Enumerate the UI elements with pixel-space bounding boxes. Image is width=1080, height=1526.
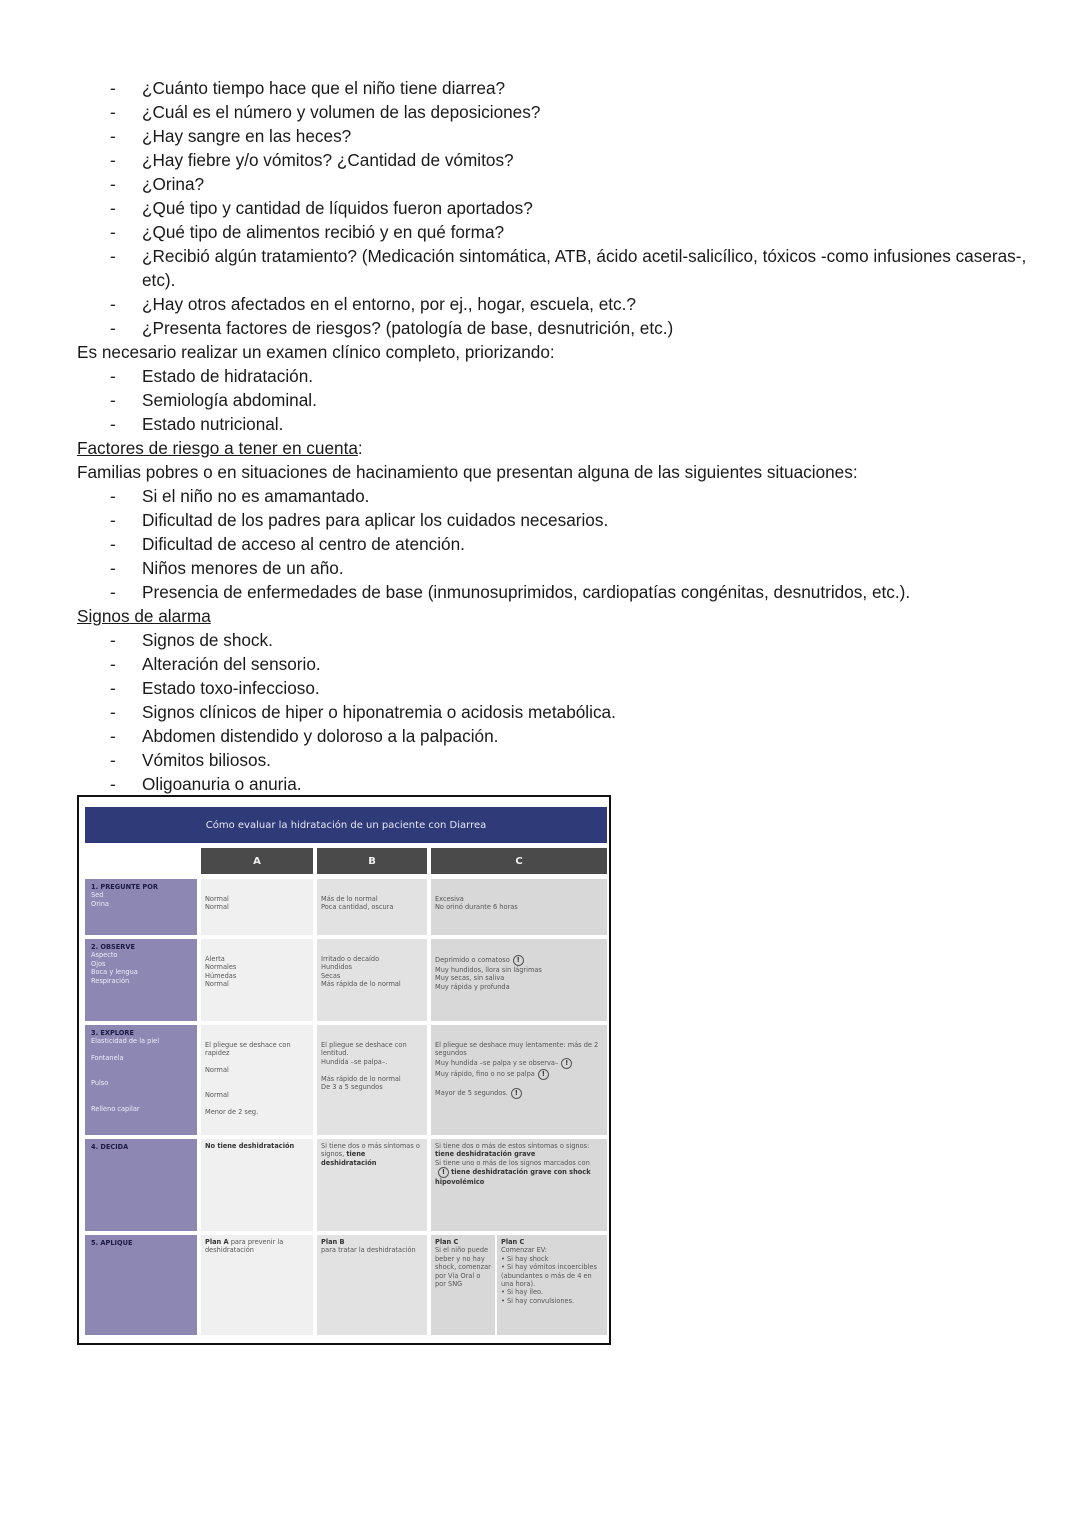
section-label-ask (85, 879, 197, 935)
list-item: - ¿Qué tipo de alimentos recibió y en qué forma? (77, 220, 1037, 244)
cell-text: tiene deshidratación (321, 1150, 377, 1167)
row-label: Ojos (91, 959, 106, 968)
list-item: - ¿Hay fiebre y/o vómitos? ¿Cantidad de vómitos? (77, 148, 1037, 172)
cell-ask-c (431, 879, 607, 935)
cell-text: Plan C (501, 1238, 525, 1246)
cell-explore-b (317, 1025, 427, 1135)
list-item: - Signos de shock. (77, 628, 1037, 652)
cell-text: tiene deshidratación grave (435, 1150, 536, 1159)
list-item: - ¿Orina? (77, 172, 1037, 196)
row-label: Boca y lengua (91, 968, 138, 977)
cell-observe-c (431, 939, 607, 1021)
cell-text: Alerta (205, 955, 225, 963)
cell-decide-a (201, 1139, 313, 1231)
risk-heading-line (77, 436, 1037, 460)
cell-text: Si el niño puede beber y no hay shock, comenzar por Vía Oral o por SNG (435, 1246, 491, 1289)
list-item: - Presencia de enfermedades de base (inmunosuprimidos, cardiopatías congénitas, desnutridos, etc.). (77, 580, 1037, 604)
list-item: - Alteración del sensorio. (77, 652, 1037, 676)
cell-text: Plan B (321, 1238, 345, 1246)
cell-text: • Si hay shock (501, 1254, 549, 1263)
list-item: - Estado nutricional. (77, 412, 1037, 436)
section-label-decide (85, 1139, 197, 1231)
cell-text: Plan C (435, 1238, 459, 1246)
cell-text: tiene deshidratación grave con shock hipovolémico (435, 1168, 591, 1187)
cell-text: Mayor de 5 segundos. (435, 1089, 508, 1098)
alarm-heading-line (77, 604, 1037, 628)
list-item: - Niños menores de un año. (77, 556, 1037, 580)
cell-observe-b (317, 939, 427, 1021)
alarm-heading: Signos de alarma (77, 606, 211, 626)
cell-ask-b (317, 879, 427, 935)
cell-text: No tiene deshidratación (205, 1142, 295, 1150)
cell-text: Excesiva (435, 895, 464, 903)
row-label: Respiración (91, 976, 130, 985)
cell-text: Normal (205, 1091, 229, 1100)
cell-text: Normales (205, 963, 237, 972)
list-item: - Signos clínicos de hiper o hiponatremia o acidosis metabólica. (77, 700, 1037, 724)
cell-text: • Si hay convulsiones. (501, 1296, 575, 1305)
list-item: - Si el niño no es amamantado. (77, 484, 1037, 508)
list-item: - Dificultad de los padres para aplicar los cuidados necesarios. (77, 508, 1037, 532)
list-item: - Estado toxo-infeccioso. (77, 676, 1037, 700)
row-label: Orina (91, 899, 109, 908)
cell-ask-a (201, 879, 313, 935)
section-title: 5. APLIQUE (91, 1239, 133, 1247)
cell-text: Hundida –se palpa–. (321, 1057, 388, 1066)
cell-text: para prevenir la deshidratación (205, 1238, 284, 1255)
risk-heading: Factores de riesgo a tener en cuenta (77, 438, 358, 458)
cell-text: Normal (205, 895, 229, 903)
risk-heading-colon: : (357, 438, 363, 458)
cell-text: Más de lo normal (321, 895, 378, 903)
section-title: 2. OBSERVE (91, 943, 135, 951)
alarm-list (77, 628, 1037, 796)
list-item: - Oligoanuria o anuria. (77, 772, 1037, 796)
column-header-b: B (317, 848, 427, 874)
warning-icon: ! (438, 1167, 449, 1178)
section-label-explore (85, 1025, 197, 1135)
cell-apply-c1 (431, 1235, 495, 1335)
cell-apply-c2 (497, 1235, 607, 1335)
hydration-table-figure (77, 795, 611, 1345)
cell-observe-a (201, 939, 313, 1021)
cell-text: • Si hay íleo. (501, 1288, 544, 1297)
warning-icon: ! (511, 1088, 522, 1099)
cell-text: No orinó durante 6 horas (435, 903, 518, 912)
list-item: - ¿Presenta factores de riesgos? (patología de base, desnutrición, etc.) (77, 316, 1037, 340)
list-item: - Estado de hidratación. (77, 364, 1037, 388)
cell-text: Muy hundidos, llora sin lágrimas (435, 966, 542, 974)
cell-text: Si tiene uno o más de los signos marcados con (435, 1158, 590, 1167)
question-list (77, 76, 1037, 340)
risk-list (77, 484, 1037, 604)
cell-text: El pliegue se deshace con rapidez (205, 1041, 291, 1058)
cell-decide-b (317, 1139, 427, 1231)
row-label: Aspecto (91, 951, 118, 960)
row-label: Fontanela (91, 1054, 124, 1063)
list-item: - ¿Hay sangre en las heces? (77, 124, 1037, 148)
list-item: - ¿Hay otros afectados en el entorno, por ej., hogar, escuela, etc.? (77, 292, 1037, 316)
table-title: Cómo evaluar la hidratación de un paciente con Diarrea (85, 807, 607, 843)
cell-text: Muy rápida y profunda (435, 982, 510, 991)
list-item: - Vómitos biliosos. (77, 748, 1037, 772)
cell-apply-b (317, 1235, 427, 1335)
warning-icon: ! (513, 955, 524, 966)
section-label-apply (85, 1235, 197, 1335)
column-header-a: A (201, 848, 313, 874)
warning-icon: ! (561, 1058, 572, 1069)
row-label: Sed (91, 891, 104, 900)
list-item: - ¿Qué tipo y cantidad de líquidos fueron aportados? (77, 196, 1037, 220)
list-item: - ¿Recibió algún tratamiento? (Medicación sintomática, ATB, ácido acetil-salicílico, tóxicos -como infusiones caseras-, etc). (77, 244, 1037, 292)
cell-text: El pliegue se deshace muy lentamente: más de 2 segundos (435, 1041, 599, 1058)
list-item: - ¿Cuánto tiempo hace que el niño tiene diarrea? (77, 76, 1037, 100)
cell-text: Menor de 2 seg. (205, 1108, 259, 1117)
list-item: - Semiología abdominal. (77, 388, 1037, 412)
section-title: 1. PREGUNTE POR (91, 883, 158, 891)
cell-explore-c (431, 1025, 607, 1135)
exam-intro: Es necesario realizar un examen clínico completo, priorizando: (77, 342, 555, 362)
cell-text: El pliegue se deshace con lentitud. (321, 1041, 407, 1058)
document-body (77, 76, 1037, 796)
cell-text: Si tiene dos o más de estos síntomas o signos: (435, 1142, 590, 1150)
cell-text: • Si hay vómitos incoercibles (abundantes o más de 4 en una hora). (501, 1263, 597, 1289)
list-item: - Dificultad de acceso al centro de atención. (77, 532, 1037, 556)
cell-text: Húmedas (205, 971, 237, 980)
hydration-table (85, 805, 607, 1335)
cell-text: Más rápido de lo normal (321, 1074, 401, 1083)
cell-text: para tratar la deshidratación (321, 1246, 416, 1255)
cell-text: Normal (205, 1066, 229, 1075)
cell-text: Deprimido o comatoso (435, 956, 510, 964)
cell-explore-a (201, 1025, 313, 1135)
exam-list (77, 364, 1037, 436)
risk-intro: Familias pobres o en situaciones de hacinamiento que presentan alguna de las siguientes situaciones: (77, 462, 858, 482)
cell-text: Irritado o decaído (321, 955, 380, 963)
cell-text: Muy rápido, fino o no se palpa (435, 1069, 535, 1078)
row-label: Elasticidad de la piel (91, 1037, 160, 1046)
cell-text: Poca cantidad, oscura (321, 903, 394, 912)
list-item: - Abdomen distendido y doloroso a la palpación. (77, 724, 1037, 748)
section-title: 4. DECIDA (91, 1143, 129, 1151)
section-title: 3. EXPLORE (91, 1029, 134, 1037)
cell-text: Normal (205, 980, 229, 989)
cell-apply-a (201, 1235, 313, 1335)
cell-text: Comenzar EV: (501, 1246, 547, 1255)
cell-text: Hundidos (321, 963, 352, 972)
cell-text: Muy secas, sin saliva (435, 974, 505, 983)
cell-text: Normal (205, 903, 229, 912)
cell-text: Plan A (205, 1238, 229, 1246)
cell-text: Más rápida de lo normal (321, 980, 401, 989)
cell-text: Si tiene dos o más síntomas o signos, (321, 1142, 420, 1159)
cell-text: Secas (321, 971, 341, 980)
row-label: Pulso (91, 1079, 109, 1088)
cell-decide-c (431, 1139, 607, 1231)
list-item: - ¿Cuál es el número y volumen de las deposiciones? (77, 100, 1037, 124)
row-label: Relleno capilar (91, 1104, 140, 1113)
column-header-c: C (431, 848, 607, 874)
warning-icon: ! (538, 1069, 549, 1080)
section-label-observe (85, 939, 197, 1021)
cell-text: De 3 a 5 segundos (321, 1083, 383, 1092)
cell-text: Muy hundida –se palpa y se observa– (435, 1058, 559, 1067)
